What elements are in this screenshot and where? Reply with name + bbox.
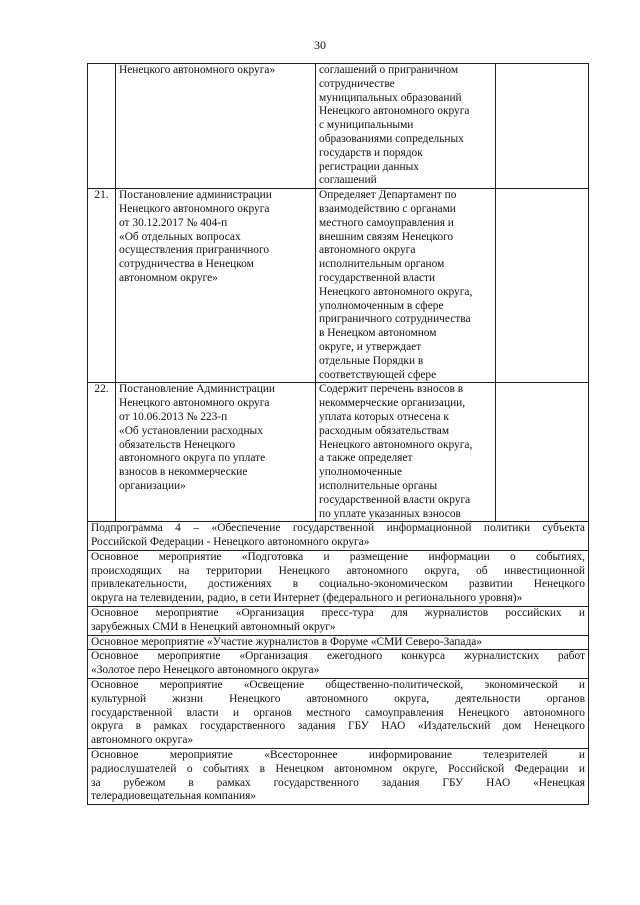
text-line: уплата которых отнесена к: [319, 410, 449, 423]
activity-cell: [88, 650, 589, 679]
text-line: приграничного сотрудничества: [319, 313, 471, 326]
text-line: внешним связям Ненецкого: [319, 230, 454, 243]
text-line: Постановление Администрации: [119, 383, 276, 396]
text-line: Российской Федерации - Ненецкого автономного округа»: [91, 536, 370, 549]
text-line: автономного округа: [319, 244, 416, 257]
text-line: местного самоуправления и: [319, 216, 454, 229]
text-line: Ненецкого автономного округа: [119, 397, 270, 410]
text-line: Постановление администрации: [119, 189, 272, 202]
text-line: уполномоченные: [319, 466, 402, 479]
text-line: привлекательности, достижениях в социально-экономическом развитии Ненецкого: [91, 578, 585, 591]
text-line: за рубежом в рамках государственного задания ГБУ НАО «Ненецкая: [91, 776, 585, 789]
text-line: государственной власти и органов местного самоуправления Ненецкого автономного: [91, 706, 585, 719]
text-line: осуществления приграничного: [119, 244, 270, 257]
text-line: культурной жизни Ненецкого автономного округа, деятельности органов: [91, 692, 585, 705]
text-line: Ненецкого автономного округа,: [319, 438, 473, 451]
table-row: [88, 64, 589, 189]
text-line: в Ненецком автономном: [319, 327, 437, 340]
text-line: сотрудничества в Ненецком: [119, 258, 254, 271]
legal-acts-table: [87, 63, 589, 805]
legal-act-cell: [116, 189, 316, 383]
text-line: Содержит перечень взносов в: [319, 383, 464, 396]
activity-row: [88, 749, 589, 805]
text-line: округе, и утверждает: [319, 340, 422, 353]
activity-row: [88, 607, 589, 636]
activity-row: [88, 679, 589, 749]
text-line: государственной власти: [319, 271, 436, 284]
text-line: по уплате указанных взносов: [319, 507, 461, 520]
text-line: зарубежных СМИ в Ненецкий автономный округ»: [91, 620, 336, 633]
row-number: [88, 64, 116, 189]
activity-cell: [88, 607, 589, 636]
activity-row: [88, 550, 589, 606]
text-line: образованиями сопредельных: [319, 132, 464, 145]
text-line: Основное мероприятие «Подготовка и размещение информации о событиях,: [91, 550, 585, 563]
text-line: Основное мероприятие «Организация пресс-тура для журналистов российских и: [91, 607, 585, 620]
row-number: 22.: [88, 383, 116, 522]
description-cell: [316, 189, 496, 383]
text-line: округа в рамках государственного задания ГБУ НАО «Издательский дом Ненецкого: [91, 720, 585, 733]
text-line: Основное мероприятие «Освещение общественно-политической, экономической и: [91, 679, 585, 692]
text-line: «Об установлении расходных: [119, 424, 263, 437]
text-line: регистрации данных: [319, 160, 419, 173]
text-line: от 30.12.2017 № 404-п: [119, 216, 228, 229]
activity-cell: [88, 550, 589, 606]
empty-cell: [496, 383, 589, 522]
legal-act-cell: [116, 64, 316, 189]
text-line: округа на телевидении, радио, в сети Интернет (федерального и регионального уровня)»: [91, 592, 523, 605]
text-line: «Об отдельных вопросах: [119, 230, 241, 243]
text-line: сотрудничестве: [319, 77, 395, 90]
text-line: Ненецкого автономного округа: [119, 202, 270, 215]
page-number: 30: [314, 38, 326, 52]
text-line: государств и порядок: [319, 146, 423, 159]
activity-cell: [88, 679, 589, 749]
text-line: соответствующей сфере: [319, 368, 437, 381]
legal-act-cell: [116, 383, 316, 522]
text-line: соглашений о приграничном: [319, 64, 459, 76]
text-line: взаимодействию с органами: [319, 202, 456, 215]
text-line: Подпрограмма 4 – «Обеспечение государственной информационной политики субъекта: [91, 522, 585, 535]
text-line: Ненецкого автономного округа: [319, 105, 470, 118]
text-line: соглашений: [319, 174, 377, 187]
text-line: радиослушателей о событиях в Ненецком автономном округе, Российской Федерации и: [91, 762, 585, 775]
text-line: автономном округе»: [119, 271, 218, 284]
text-line: уполномоченным в сфере: [319, 299, 444, 312]
text-line: Основное мероприятие «Организация ежегодного конкурса журналистских работ: [91, 650, 585, 663]
empty-cell: [496, 64, 589, 189]
text-line: организации»: [119, 479, 186, 492]
row-number: 21.: [88, 189, 116, 383]
text-line: Ненецкого автономного округа,: [319, 285, 473, 298]
table-row: [88, 383, 589, 522]
description-cell: [316, 64, 496, 189]
text-line: муниципальных образований: [319, 91, 462, 104]
text-line: государственной власти округа: [319, 493, 471, 506]
table-row: [88, 189, 589, 383]
activity-cell: [88, 635, 589, 650]
description-cell: [316, 383, 496, 522]
text-line: «Золотое перо Ненецкого автономного округа»: [91, 664, 320, 677]
text-line: от 10.06.2013 № 223-п: [119, 410, 228, 423]
text-line: взносов в некоммерческие: [119, 466, 248, 479]
text-line: исполнительным органом: [319, 258, 445, 271]
text-line: телерадиовещательная компания»: [91, 790, 257, 803]
text-line: исполнительные органы: [319, 479, 438, 492]
text-line: Определяет Департамент по: [319, 189, 457, 202]
text-line: с муниципальными: [319, 119, 414, 132]
text-line: отдельные Порядки в: [319, 354, 424, 367]
text-line: Основное мероприятие «Всестороннее информирование телезрителей и: [91, 749, 585, 762]
text-line: автономного округа по уплате: [119, 452, 266, 465]
activity-cell: [88, 749, 589, 805]
text-line: некоммерческие организации,: [319, 397, 466, 410]
text-line: происходящих на территории Ненецкого автономного округа, об инвестиционной: [91, 564, 585, 577]
activity-row: [88, 635, 589, 650]
empty-cell: [496, 189, 589, 383]
text-line: Основное мероприятие «Участие журналистов в Форуме «СМИ Северо-Запада»: [91, 635, 482, 648]
text-line: обязательств Ненецкого: [119, 438, 236, 451]
text-line: Ненецкого автономного округа»: [119, 64, 276, 76]
activity-row: [88, 650, 589, 679]
subprogram-row: [88, 522, 589, 551]
text-line: а также определяет: [319, 452, 413, 465]
text-line: расходным обязательствам: [319, 424, 450, 437]
subprogram-cell: [88, 522, 589, 551]
text-line: автономного округа»: [91, 734, 194, 747]
